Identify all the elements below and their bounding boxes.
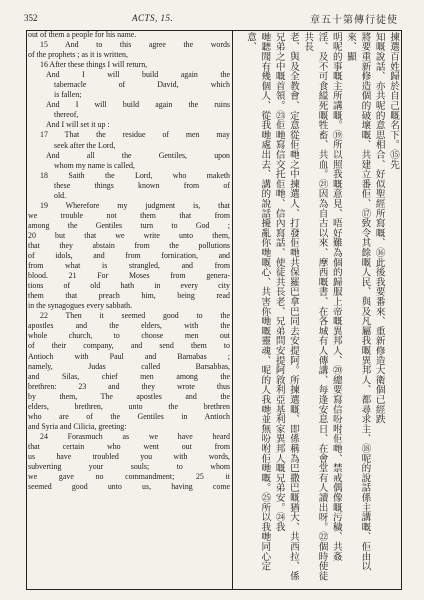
chinese-column: 兄弟之中嘅首領。㉓佢哋寫信交托佢哋、信內寫話、使徒共長老、兄弟問安提阿敘利亞基利家異邦人嘅兄弟安。㉔我 xyxy=(273,32,285,532)
chinese-column: 哋聽聞有幾個人、從我哋處出去、講的說話擾亂你哋嘅心、共害你哋嘅靈魂、呢的人我哋並無吩咐佢哋嘅。㉕所以我哋同心定 xyxy=(259,32,271,571)
english-line: 19 Wherefore my judgment is, that xyxy=(40,200,230,210)
english-line: thereof, xyxy=(54,110,79,120)
english-line: among the Gentiles turn to God ; xyxy=(28,220,230,230)
english-line: 18 Saith the Lord, who maketh xyxy=(40,170,230,180)
english-line: that certain who went out from xyxy=(28,441,230,451)
page-number: 352 xyxy=(24,13,38,23)
chinese-column: 老、與及全教會、定意從佢哋之中揀選人、打發佢哋共保羅巴拿巴同去安提阿。所揀選嘅、即係稱為巴撒巴嘅猶大、共西拉、係 xyxy=(287,32,299,581)
english-line: 17 That the residue of men may xyxy=(40,130,230,140)
english-line: that they abstain from the pollutions xyxy=(28,240,230,250)
chinese-column: 淫、及不可食縊死嘅牲畜、共血。㉑因為自古以來、摩西嘅書、在各城有人傳講、每逢安息日、在會堂有人讀出呀。㉒個時使徒共長 xyxy=(302,32,328,581)
english-line: and Syria and Cilicia, greeting: xyxy=(28,421,127,431)
english-line: subverting your souls; to whom xyxy=(28,462,230,472)
english-line: And I will build again the xyxy=(46,70,230,80)
english-line: 24 Forasmuch as we have heard xyxy=(40,431,230,441)
english-line: blood. 21 For Moses from genera- xyxy=(28,271,230,281)
english-line: out of them a people for his name. xyxy=(28,30,137,39)
chinese-column: 將要重新修造個的破壞嘅、共建立番佢、⑰致令其餘嘅人民、與及凡屬我嘅異邦人、都尋求主、⑱呢的說話係主講嘅、佢由以來、顯 xyxy=(345,32,371,571)
english-line: them that preach him, being read xyxy=(28,291,230,301)
english-line: And I will set it up : xyxy=(46,120,110,130)
english-line: brethren: 23 and they wrote thus xyxy=(28,381,230,391)
chinese-column: 揀選百姓歸於自己嘅名下。⑮先 xyxy=(388,32,399,170)
english-line: tions of old hath in every city xyxy=(28,281,230,291)
english-line: and Silas, chief men among the xyxy=(28,371,230,381)
english-line: in the synagogues every sabbath. xyxy=(28,301,133,311)
english-line: is fallen; xyxy=(54,90,82,100)
chinese-running-title: 章五十第傳行徒使 xyxy=(310,15,398,26)
english-line: who are of the Gentiles in Antioch xyxy=(28,411,230,421)
english-line: 15 And to this agree the words xyxy=(40,40,230,50)
english-line: we gave no commandment; 25 it xyxy=(28,472,230,482)
english-line: And I will build again the ruins xyxy=(46,100,230,110)
english-line: whole church, to choose men out xyxy=(28,331,230,341)
english-line: seek after the Lord, xyxy=(54,140,116,150)
english-line: old. xyxy=(54,190,67,200)
english-line: from what is strangled, and from xyxy=(28,261,230,271)
column-divider xyxy=(232,30,233,590)
english-line: us have troubled you with words, xyxy=(28,451,230,461)
english-line: whom my name is called, xyxy=(54,160,135,170)
english-line: these things known from of xyxy=(54,180,230,190)
english-line: apostles and the elders, with the xyxy=(28,321,230,331)
page-header xyxy=(24,8,402,30)
english-line: elders, brethren, unto the brethren xyxy=(28,401,230,411)
english-line: of the prophets ; as it is written, xyxy=(28,50,128,60)
english-line: 22 Then it seemed good to the xyxy=(40,311,230,321)
chinese-column: 知嘅說話、亦共呢的意思相合、好似聖經所寫嘅、⑯此後我要番來、重新修造大衛個已經跌 xyxy=(373,32,385,424)
book-chapter-label: ACTS, 15. xyxy=(132,13,174,23)
english-line: of idols, and from fornication, and xyxy=(28,251,230,261)
english-line: And all the Gentiles, upon xyxy=(46,150,230,160)
english-line: 20 but that we write unto them, xyxy=(28,230,230,240)
chinese-text-column xyxy=(236,32,400,584)
english-line: of their company, and send them to xyxy=(28,341,230,351)
english-line: Antioch with Paul and Barnabas ; xyxy=(28,351,230,361)
chinese-column: 意、 xyxy=(245,32,257,52)
chinese-column: 明呢的事嘅主所講嘅。⑲所以照我嘅意見、唔好難為個的歸服上帝嘅異邦人、⑳總要寫信吩咐佢哋、禁戒偶像嘅污穢、共姦 xyxy=(330,32,342,562)
english-text-column xyxy=(28,30,230,586)
english-line: we trouble not them that from xyxy=(28,210,230,220)
english-line: namely, Judas called Barsabbas, xyxy=(28,361,230,371)
english-line: 16 After these things I will return, xyxy=(40,60,148,70)
english-line: tabernacle of David, which xyxy=(54,80,230,90)
english-line: seemed good unto us, having come xyxy=(28,482,230,492)
english-line: by them, The apostles and the xyxy=(28,391,230,401)
